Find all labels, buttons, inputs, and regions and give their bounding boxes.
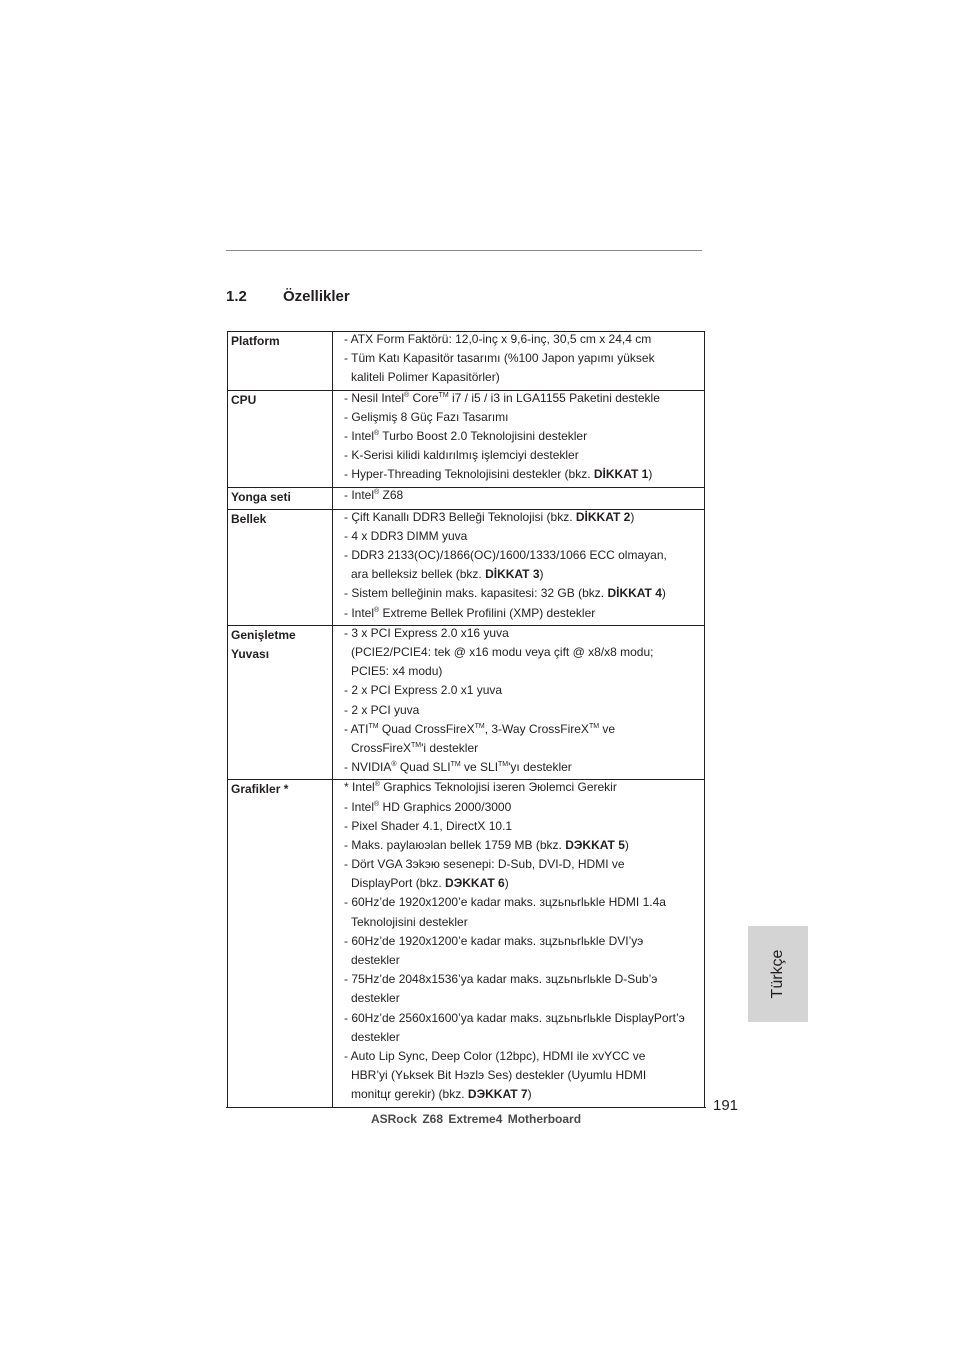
section-heading xyxy=(226,288,350,305)
superscript: ® xyxy=(374,800,380,808)
spec-text: PCIE5: x4 modu) xyxy=(351,664,443,679)
spec-row xyxy=(228,332,705,391)
spec-text: DisplayPort (bkz. xyxy=(351,876,446,891)
superscript: TM xyxy=(368,722,379,730)
footer-product-name: ASRock Z68 Extreme4 Motherboard xyxy=(370,1112,582,1126)
spec-text: - Tüm Katı Kapasitör tasarımı (%100 Japon yapımı yüksek xyxy=(344,351,655,366)
superscript: TM xyxy=(588,722,600,730)
spec-line xyxy=(344,953,704,972)
spec-text: - Pixel Shader 4.1, DirectX 10.1 xyxy=(344,818,513,833)
spec-text: destekler xyxy=(351,991,400,1006)
spec-label: Genişletme xyxy=(231,627,296,642)
superscript: ® xyxy=(391,761,397,769)
spec-text: - DDR3 2133(OC)/1866(OC)/1600/1333/1066 ECC olmayan, xyxy=(344,548,667,563)
superscript: ® xyxy=(374,429,380,437)
spec-value-cell xyxy=(333,625,705,780)
spec-text: ara belleksiz bellek (bkz. xyxy=(351,567,486,582)
spec-line xyxy=(344,683,704,702)
spec-line xyxy=(344,915,704,934)
spec-text: ) xyxy=(630,509,635,524)
spec-text: * Intel xyxy=(344,780,375,795)
superscript: TM xyxy=(498,761,509,769)
spec-line xyxy=(344,1011,704,1030)
spec-text: destekler xyxy=(351,953,400,967)
spec-text: - 3 x PCI Express 2.0 x16 yuva xyxy=(344,625,509,640)
note-reference: DİKKAT 4 xyxy=(607,586,662,601)
spec-line xyxy=(344,1049,704,1068)
spec-text: - 4 x DDR3 DIMM yuva xyxy=(344,528,468,543)
spec-line xyxy=(344,741,704,760)
note-reference: DЭKKAT 7 xyxy=(467,1087,528,1102)
spec-text: (PCIE2/PCIE4: tek @ x16 modu veya çift @ x8/x8 modu; xyxy=(351,645,654,659)
superscript: ® xyxy=(374,606,380,614)
superscript: ® xyxy=(374,781,380,789)
language-tab xyxy=(748,926,808,1022)
spec-line xyxy=(344,586,704,605)
spec-value-cell xyxy=(333,332,705,391)
spec-value-cell xyxy=(333,487,705,509)
spec-value-cell xyxy=(333,390,705,487)
superscript: TM xyxy=(411,741,422,749)
spec-row xyxy=(228,780,705,1107)
spec-text: kaliteli Polimer Kapasitörler) xyxy=(351,370,500,385)
spec-text: ) xyxy=(539,567,544,582)
spec-line xyxy=(344,645,704,664)
note-reference: DİKKAT 2 xyxy=(575,509,631,524)
spec-text: - Intel xyxy=(344,487,375,502)
spec-line xyxy=(344,934,704,953)
spec-label-cell xyxy=(228,332,333,391)
superscript: TM xyxy=(438,391,449,399)
spec-label-cell xyxy=(228,487,333,509)
spec-text: ) xyxy=(504,876,509,891)
spec-text: - 2 x PCI Express 2.0 x1 yuva xyxy=(344,683,503,698)
spec-text: - 2 x PCI yuva xyxy=(344,702,420,717)
spec-text: ) xyxy=(648,467,653,482)
spec-line xyxy=(344,876,704,895)
spec-label: Bellek xyxy=(231,511,267,526)
spec-text: Teknolojisini destekler xyxy=(351,914,468,929)
spec-line xyxy=(344,567,704,586)
spec-text: i7 / i5 / i3 in LGA1155 Paketini destekle xyxy=(448,390,660,405)
spec-text: ) xyxy=(527,1087,532,1102)
spec-text: - ATX Form Faktörü: 12,0-inç x 9,6-inç, 30,5 cm x 24,4 cm xyxy=(344,332,652,346)
spec-line xyxy=(344,1030,704,1049)
spec-text: ve xyxy=(599,721,616,736)
spec-line xyxy=(344,972,704,991)
spec-line xyxy=(344,857,704,876)
specifications-body xyxy=(228,332,705,1108)
section-number: 1.2 xyxy=(226,288,247,305)
spec-label: Grafikler * xyxy=(231,782,289,797)
spec-line xyxy=(344,429,704,448)
spec-line xyxy=(344,488,704,507)
spec-text: - Hyper-Threading Teknolojisini destekler (bkz. xyxy=(344,467,594,482)
spec-line xyxy=(344,448,704,467)
spec-label: Yonga seti xyxy=(231,489,291,504)
language-tab-label: Türkçe xyxy=(769,949,786,999)
spec-line xyxy=(344,391,704,410)
spec-line xyxy=(344,819,704,838)
spec-text: destekler xyxy=(351,1029,400,1044)
spec-text: - Sistem belleğinin maks. kapasitesi: 32 GB (bkz. xyxy=(344,586,608,601)
spec-text: - 60Hz’de 2560x1600’ya kadar maks. зцzьnьrlьkle DisplayPort’э xyxy=(344,1010,685,1025)
spec-text: - Gelişmiş 8 Güç Fazı Tasarımı xyxy=(344,409,509,424)
spec-text: Graphics Teknolojisi ізeren Эюlemci Gerekir xyxy=(379,780,617,795)
spec-text: 'i destekler xyxy=(421,740,479,755)
spec-text: - Nesil Intel xyxy=(344,390,405,405)
spec-line xyxy=(344,529,704,548)
spec-row xyxy=(228,487,705,509)
spec-text: - Intel xyxy=(344,605,375,620)
spec-label: CPU xyxy=(231,392,257,407)
spec-line xyxy=(344,1087,704,1106)
superscript: ® xyxy=(374,488,380,496)
spec-text: - Auto Lip Sync, Deep Color (12bpc), HDMI ile xvYCC ve xyxy=(344,1048,646,1063)
spec-line xyxy=(344,626,704,645)
spec-text: Quad SLI xyxy=(396,760,451,775)
spec-text: - NVIDIA xyxy=(344,760,392,775)
spec-line xyxy=(344,351,704,370)
spec-text: Quad CrossFireX xyxy=(378,721,475,736)
spec-text: - Çift Kanallı DDR3 Belleği Teknolojisi (bkz. xyxy=(344,509,576,524)
specifications-table xyxy=(227,331,705,1108)
spec-text: Z68 xyxy=(379,487,404,502)
spec-line xyxy=(344,510,704,529)
spec-row xyxy=(228,625,705,780)
spec-text: Turbo Boost 2.0 Teknolojisini destekler xyxy=(379,428,588,443)
spec-line xyxy=(344,800,704,819)
spec-text: - ATI xyxy=(344,721,369,736)
bottom-rule xyxy=(226,1107,706,1108)
superscript: TM xyxy=(474,722,485,730)
spec-text: Extreme Bellek Profilini (XMP) destekler xyxy=(379,605,596,620)
top-rule xyxy=(226,250,702,251)
spec-text: ve SLI xyxy=(460,760,499,775)
spec-text: 'yı destekler xyxy=(508,760,572,775)
spec-text: - Intel xyxy=(344,428,375,443)
spec-value-cell xyxy=(333,509,705,625)
spec-text: HD Graphics 2000/3000 xyxy=(379,799,512,814)
spec-text: CrossFireX xyxy=(351,740,412,755)
superscript: ® xyxy=(404,391,410,399)
spec-row xyxy=(228,390,705,487)
spec-label: Yuvası xyxy=(231,647,270,661)
spec-text: - Intel xyxy=(344,799,375,814)
spec-line xyxy=(344,703,704,722)
spec-value-cell xyxy=(333,780,705,1107)
spec-line xyxy=(344,838,704,857)
spec-line xyxy=(344,664,704,683)
spec-text: ) xyxy=(661,586,666,601)
spec-text: - 75Hz’de 2048x1536’ya kadar maks. зцzьnьrlьkle D-Sub’э xyxy=(344,972,658,987)
page-number: 191 xyxy=(713,1097,739,1114)
spec-line xyxy=(344,760,704,779)
spec-text: , 3-Way CrossFireX xyxy=(484,721,589,736)
spec-line xyxy=(344,606,704,625)
spec-text: - Maks. paylaюэlan bellek 1759 MB (bkz. xyxy=(344,837,566,852)
spec-text: - K-Serisi kilidi kaldırılmış işlemciyi destekler xyxy=(344,448,579,463)
note-reference: DЭKKAT 6 xyxy=(445,876,505,891)
spec-label: Platform xyxy=(231,334,280,348)
spec-line xyxy=(344,722,704,741)
spec-line xyxy=(344,332,704,351)
spec-text: HBR’yi (Yьksek Bit Hэzlэ Ses) destekler (Uyumlu HDMI xyxy=(351,1068,647,1083)
spec-label-cell xyxy=(228,509,333,625)
spec-text: monitцr gerekir) (bkz. xyxy=(351,1087,468,1102)
spec-label-cell xyxy=(228,625,333,780)
section-title: Özellikler xyxy=(283,288,350,305)
spec-text: ) xyxy=(624,837,629,852)
spec-text: Core xyxy=(409,390,439,405)
spec-line xyxy=(344,370,704,389)
spec-line xyxy=(344,780,704,799)
spec-line xyxy=(344,895,704,914)
spec-text: - Dört VGA Зэkэю sesenepi: D-Sub, DVI-D, HDMI ve xyxy=(344,857,625,872)
spec-text: - 60Hz’de 1920x1200’e kadar maks. зцzьnьrlьkle HDMI 1.4a xyxy=(344,895,666,910)
spec-label-cell xyxy=(228,780,333,1107)
note-reference: DİKKAT 3 xyxy=(485,567,540,582)
note-reference: DİKKAT 1 xyxy=(593,467,649,482)
spec-line xyxy=(344,991,704,1010)
note-reference: DЭKKAT 5 xyxy=(565,837,625,852)
spec-label-cell xyxy=(228,390,333,487)
spec-row xyxy=(228,509,705,625)
spec-line xyxy=(344,1068,704,1087)
spec-line xyxy=(344,467,704,486)
spec-line xyxy=(344,410,704,429)
superscript: TM xyxy=(450,761,461,769)
spec-line xyxy=(344,548,704,567)
spec-text: - 60Hz’de 1920x1200’e kadar maks. зцzьnьrlьkle DVI’уэ xyxy=(344,933,644,948)
